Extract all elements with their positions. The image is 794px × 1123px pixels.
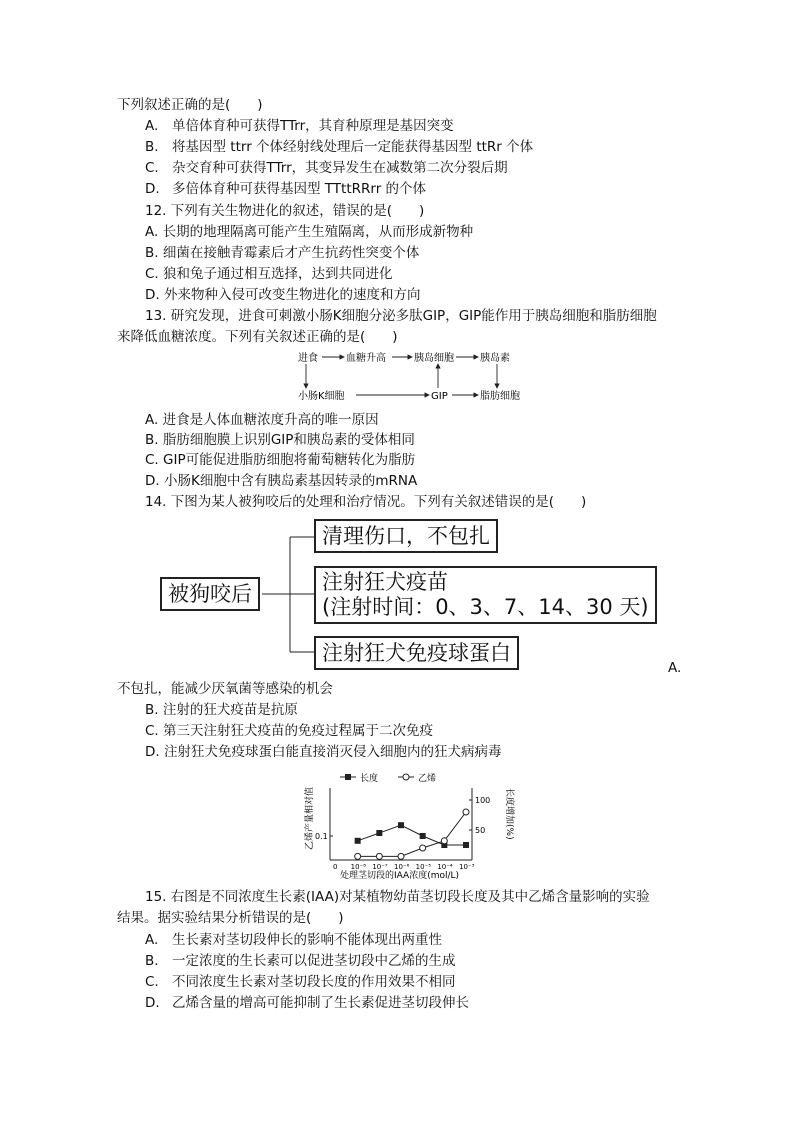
legend-length-label: 长度 [360, 774, 379, 784]
option-key: B. [145, 953, 159, 969]
legend-ethylene-label: 乙烯 [418, 774, 437, 784]
tree-root-box: 被狗咬后 [160, 577, 260, 611]
length-point [376, 830, 382, 836]
chart-series [355, 809, 469, 859]
option-key: B. [145, 139, 159, 155]
y-right-tick-label: 100 [475, 796, 491, 805]
q12-option-d[interactable]: D. 外来物种入侵可改变生物进化的速度和方向 [145, 287, 421, 303]
q13-option-a[interactable]: A. 进食是人体血糖浓度升高的唯一原因 [145, 412, 379, 428]
branch2-line2: (注射时间：0、3、7、14、30 天) [322, 595, 649, 619]
q15-option-d[interactable] [145, 994, 469, 1012]
q14-option-a-key[interactable]: A. [668, 660, 682, 676]
branch2-line1: 注射狂犬疫苗 [322, 570, 448, 594]
q13-stem-line1-text: 13. 研究发现，进食可刺激小肠K细胞分泌多肽GIP，GIP能作用于胰岛细胞和脂肪细胞 [145, 308, 657, 324]
q14-stem: 14. 下图为某人被狗咬后的处理和治疗情况。下列有关叙述错误的是( ) [145, 494, 587, 510]
q15-stem-line2: 结果。据实验结果分析错误的是( ) [117, 910, 344, 926]
series-line-length [358, 825, 466, 845]
length-point [398, 822, 404, 828]
legend-ethylene-marker [403, 774, 409, 780]
option-text: 单倍体育种可获得TTrr，其育种原理是基因突变 [172, 118, 454, 134]
q13-option-c[interactable]: C. GIP可能促进脂肪细胞将葡萄糖转化为脂肪 [145, 452, 416, 468]
q15-stem-line1: 15. 右图是不同浓度生长素(IAA)对某植物幼苗茎切段长度及其中乙烯含量影响的实验 [145, 889, 650, 905]
option-key: D. [145, 181, 160, 197]
q15-option-c[interactable] [145, 973, 456, 991]
q14-option-b[interactable]: B. 注射的狂犬疫苗是抗原 [145, 702, 298, 718]
node-eating: 进食 [298, 353, 318, 364]
y-label-right: 长度增加(%) [504, 788, 514, 840]
node-insulin: 胰岛素 [480, 353, 510, 364]
ethylene-point [398, 853, 404, 859]
length-point [420, 833, 426, 839]
q11-stem-tail: 下列叙述正确的是( ) [117, 97, 263, 113]
option-key: C. [145, 160, 159, 176]
q13-stem-line2: 来降低血糖浓度。下列有关叙述正确的是( ) [117, 329, 398, 345]
option-text: 一定浓度的生长素可以促进茎切段中乙烯的生成 [172, 953, 456, 969]
x-tick-label: 10⁻⁵ [415, 863, 432, 871]
tree-branch2-box [314, 566, 657, 624]
q12-stem: 12. 下列有关生物进化的叙述，错误的是( ) [145, 203, 425, 219]
ethylene-point [441, 838, 447, 844]
y-right-tick-label: 50 [475, 826, 486, 835]
node-gip: GIP [431, 391, 448, 402]
option-text: 不同浓度生长素对茎切段长度的作用效果不相同 [172, 974, 456, 990]
x-label: 处理茎切段的IAA浓度(mol/L) [340, 871, 460, 880]
q12-option-c[interactable]: C. 狼和兔子通过相互选择，达到共同进化 [145, 266, 393, 282]
iaa-ethylene-chart [300, 768, 520, 880]
legend-length-marker [345, 774, 351, 780]
q15-option-b[interactable] [145, 952, 456, 970]
q13-option-d[interactable]: D. 小肠K细胞中含有胰岛素基因转录的mRNA [145, 473, 418, 489]
length-point [355, 838, 361, 844]
q11-option-d[interactable] [145, 180, 426, 198]
option-key: C. [145, 974, 159, 990]
y-left-tick-label: 0.1 [315, 832, 328, 841]
series-line-ethylene [358, 812, 466, 856]
chart-legend [340, 772, 436, 784]
option-key: D. [145, 995, 160, 1011]
node-blood-sugar: 血糖升高 [346, 353, 386, 364]
ethylene-point [355, 853, 361, 859]
q12-option-a[interactable]: A. 长期的地理隔离可能产生生殖隔离，从而形成新物种 [145, 224, 474, 240]
ethylene-point [376, 853, 382, 859]
x-tick-label: 10⁻⁶ [394, 863, 410, 871]
node-k-cell: 小肠K细胞 [298, 391, 345, 402]
x-tick-label: 10⁻⁸ [350, 863, 367, 871]
option-text: 乙烯含量的增高可能抑制了生长素促进茎切段伸长 [172, 995, 469, 1011]
q15-option-a[interactable] [145, 931, 442, 949]
q14-option-d[interactable]: D. 注射狂犬免疫球蛋白能直接消灭侵入细胞内的狂犬病病毒 [145, 744, 502, 760]
option-text: 多倍体育种可获得基因型 TTttRRrr 的个体 [172, 181, 427, 197]
option-text: 将基因型 ttrr 个体经射线处理后一定能获得基因型 ttRr 个体 [172, 139, 534, 155]
node-islet-cell: 胰岛细胞 [414, 353, 454, 364]
length-point [463, 842, 469, 848]
ethylene-point [420, 845, 426, 851]
q14-option-c[interactable]: C. 第三天注射狂犬疫苗的免疫过程属于二次免疫 [145, 723, 434, 739]
option-key: A. [145, 118, 159, 134]
ethylene-point [463, 809, 469, 815]
y-label-left: 乙烯产量相对值 [305, 786, 315, 850]
q14-option-a-text[interactable]: 不包扎，能减少厌氧菌等感染的机会 [117, 681, 333, 697]
q11-option-c[interactable] [145, 159, 508, 177]
option-text: 生长素对茎切段伸长的影响不能体现出两重性 [172, 932, 442, 948]
x-tick-label: 10⁻⁷ [372, 863, 388, 871]
q12-option-b[interactable]: B. 细菌在接触青霉素后才产生抗药性突变个体 [145, 245, 420, 261]
option-text: 杂交育种可获得TTrr，其变异发生在减数第二次分裂后期 [172, 160, 508, 176]
q11-option-b[interactable] [145, 138, 533, 156]
q13-flow-diagram [290, 348, 530, 406]
q13-option-b[interactable]: B. 脂肪细胞膜上识别GIP和胰岛素的受体相同 [145, 432, 415, 448]
x-tick-label: 10⁻⁴ [437, 863, 453, 871]
x-tick-label: 0 [333, 863, 338, 871]
tree-branch1-box: 清理伤口，不包扎 [314, 519, 498, 553]
option-key: A. [145, 932, 159, 948]
node-fat-cell: 脂肪细胞 [480, 391, 520, 402]
q11-option-a[interactable] [145, 117, 454, 135]
x-tick-label: 10⁻³ [459, 863, 475, 871]
tree-branch3-box: 注射狂犬免疫球蛋白 [314, 636, 519, 670]
